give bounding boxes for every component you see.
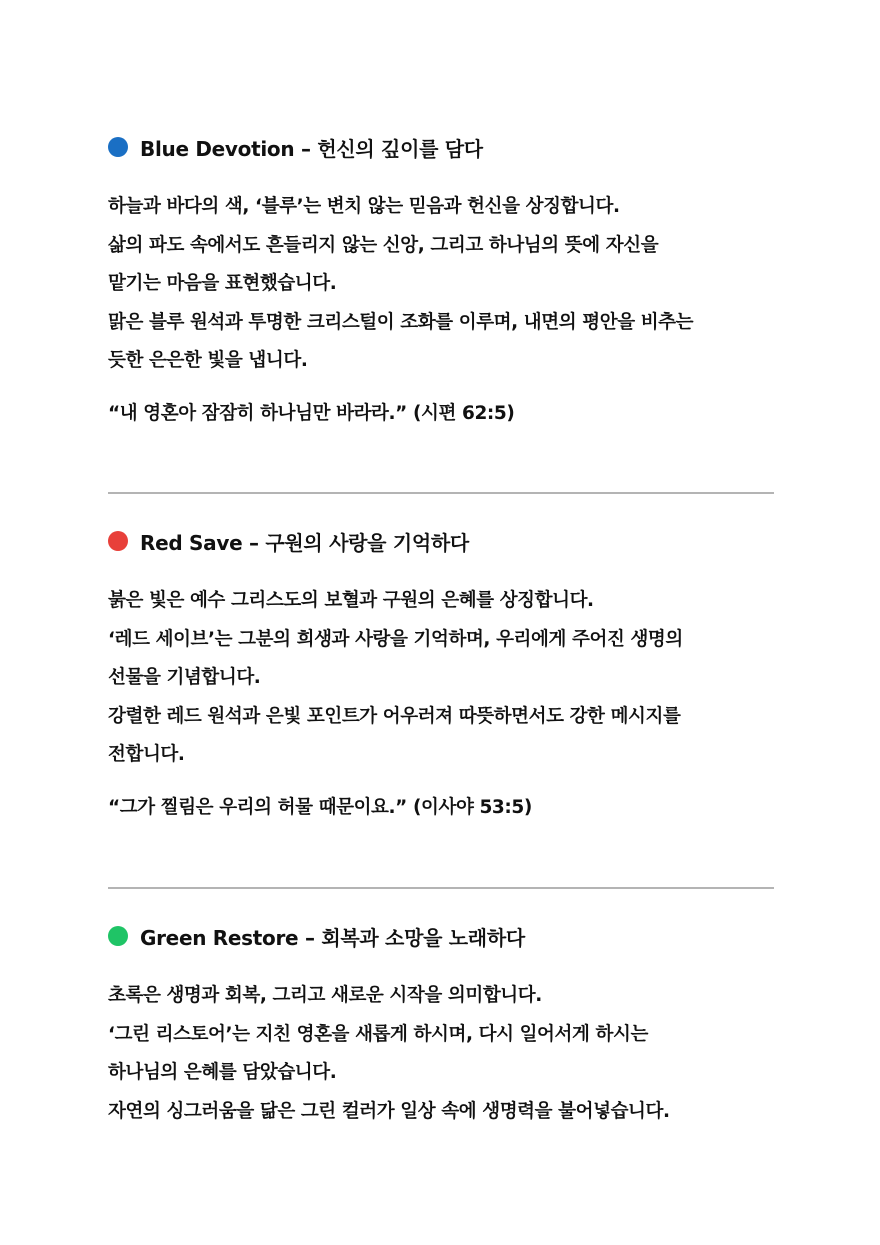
section-divider: [108, 492, 774, 494]
green-circle-icon: [108, 926, 128, 946]
section-heading: [108, 526, 778, 556]
scripture-quote: “내 영혼아 잠잠히 하나님만 바라라.” (시편 62:5): [108, 402, 515, 424]
section-paragraph: [108, 582, 778, 775]
blue-circle-icon: [108, 137, 128, 157]
paragraph-line: 전합니다.: [108, 744, 185, 765]
section-heading: [108, 921, 778, 951]
paragraph-line: ‘그린 리스토어’는 지친 영혼을 새롭게 하시며, 다시 일어서게 하시는: [108, 1023, 648, 1045]
paragraph-line: 초록은 생명과 회복, 그리고 새로운 시작을 의미합니다.: [108, 985, 542, 1006]
paragraph-line: 듯한 은은한 빛을 냅니다.: [108, 350, 308, 371]
section-title: Green Restore – 회복과 소망을 노래하다: [140, 925, 525, 950]
section-title: Blue Devotion – 헌신의 깊이를 담다: [140, 136, 483, 161]
paragraph-line: 맑은 블루 원석과 투명한 크리스털이 조화를 이루며, 내면의 평안을 비추는: [108, 311, 694, 333]
paragraph-line: 붉은 빛은 예수 그리스도의 보혈과 구원의 은혜를 상징합니다.: [108, 590, 594, 611]
section-green-restore: [108, 921, 778, 1131]
paragraph-line: ‘레드 세이브’는 그분의 희생과 사랑을 기억하며, 우리에게 주어진 생명의: [108, 628, 683, 650]
section-heading: [108, 132, 778, 162]
red-circle-icon: [108, 531, 128, 551]
section-red-save: [108, 526, 778, 823]
paragraph-line: 자연의 싱그러움을 닮은 그린 컬러가 일상 속에 생명력을 불어넣습니다.: [108, 1100, 670, 1122]
section-paragraph: [108, 977, 778, 1131]
paragraph-line: 하늘과 바다의 색, ‘블루’는 변치 않는 믿음과 헌신을 상징합니다.: [108, 196, 620, 217]
paragraph-line: 맡기는 마음을 표현했습니다.: [108, 273, 337, 294]
paragraph-line: 삶의 파도 속에서도 흔들리지 않는 신앙, 그리고 하나님의 뜻에 자신을: [108, 234, 659, 256]
section-blue-devotion: [108, 132, 778, 429]
section-title: Red Save – 구원의 사랑을 기억하다: [140, 530, 469, 555]
section-paragraph: [108, 188, 778, 381]
paragraph-line: 강렬한 레드 원석과 은빛 포인트가 어우러져 따뜻하면서도 강한 메시지를: [108, 705, 681, 727]
scripture-quote: “그가 찔림은 우리의 허물 때문이요.” (이사야 53:5): [108, 796, 532, 818]
paragraph-line: 하나님의 은혜를 담았습니다.: [108, 1062, 337, 1083]
section-divider: [108, 887, 774, 889]
paragraph-line: 선물을 기념합니다.: [108, 667, 261, 688]
